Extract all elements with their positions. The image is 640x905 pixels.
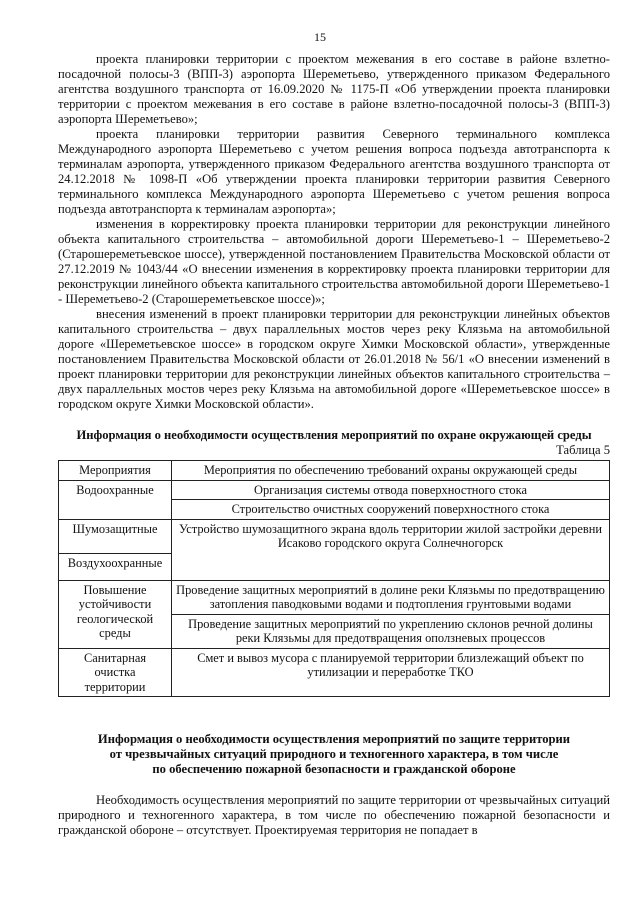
paragraph-list — [58, 52, 610, 412]
table-row-noise — [59, 519, 610, 553]
row-label-air: Воздухоохранные — [59, 553, 172, 580]
section2-title-line2: от чрезвычайных ситуаций природного и техногенного характера, в том числе — [109, 747, 559, 761]
row-label-water: Водоохранные — [59, 480, 172, 519]
paragraph-1: проекта планировки территории с проектом межевания в его составе в районе взлетно-посадочной полосы-3 (ВПП-3) аэропорта Шереметьево, утвержденного приказом Федерального агентства воздушного транспорта от 16.09.2020 № 1175-П «Об утверждении проекта планировки территории с проектом межевания в его составе в районе взлетно-посадочной полосы-3 (ВПП-3) аэропорта Шереметьево»; — [58, 52, 610, 126]
table-header-row — [59, 461, 610, 481]
page-number: 15 — [314, 30, 326, 44]
table5-number: Таблица 5 — [556, 443, 610, 457]
section2-text — [58, 793, 610, 838]
paragraph-4: внесения изменений в проект планировки территории для реконструкции линейных объектов капитального строительства – двух параллельных мостов через реку Клязьма на автомобильной дороге «Шереметьевское шоссе» в городском округе Химки Московской области», утвержденные постановлением Правительства Московской области от 26.01.2018 № 56/1 «О внесении изменений в проект планировки территории для реконструкции линейных объектов капитального строительства – двух параллельных мостов через реку Клязьма на автомобильной дороге «Шереметьевское шоссе» в городском округе Химки Московской области». — [58, 307, 610, 411]
table-row-water-1 — [59, 480, 610, 500]
row-label-geo: Повышение устойчивости геологической среды — [59, 580, 172, 648]
water-item-1: Организация системы отвода поверхностного стока — [172, 480, 610, 500]
section2-title-line3: по обеспечению пожарной безопасности и гражданской обороне — [152, 762, 516, 776]
geo-item-1: Проведение защитных мероприятий в долине реки Клязьмы по предотвращению затопления паводковыми водами и подтопления грунтовыми водами — [172, 580, 610, 614]
row-label-noise: Шумозащитные — [59, 519, 172, 553]
sanitary-item: Смет и вывоз мусора с планируемой территории близлежащий объект по утилизации и переработке ТКО — [172, 648, 610, 697]
section2-title-line1: Информация о необходимости осуществления мероприятий по защите территории — [97, 732, 571, 746]
water-item-2: Строительство очистных сооружений поверхностного стока — [172, 500, 610, 520]
paragraph-2: проекта планировки территории развития Северного терминального комплекса Международного аэропорта Шереметьево с учетом решения вопроса подъезда автотранспорта к терминалам аэропорта, утвержденного приказом Федерального агентства воздушного транспорта от 24.12.2018 № 1098-П «Об утверждении проекта планировки территории развития Северного терминального комплекса Международного аэропорта Шереметьево с учетом решения вопроса подъезда автотранспорта к терминалам аэропорта»; — [58, 127, 610, 216]
table5-caption — [58, 428, 610, 458]
header-measures: Мероприятия — [59, 461, 172, 481]
geo-item-2: Проведение защитных мероприятий по укреплению склонов речной долины реки Клязьмы для предотвращения оползневых процессов — [172, 614, 610, 648]
emergency-section — [58, 732, 610, 838]
table5-title: Информация о необходимости осуществления мероприятий по охране окружающей среды — [76, 428, 592, 442]
environment-measures-table — [58, 460, 610, 697]
table-row-geo-1 — [59, 580, 610, 614]
paragraph-3: изменения в корректировку проекта планировки территории для реконструкции линейного объекта капитального строительства – автомобильной дороги Шереметьево-1 – Шереметьево-2 (Старошереметьевское шоссе), утвержденной постановлением Правительства Московской области от 27.12.2019 № 1043/44 «О внесении изменения в корректировку проекта планировки территории для реконструкции линейного объекта капитального строительства автомобильной дороги Шереметьево-1 - Шереметьево-2 (Старошереметьевское шоссе)»; — [58, 217, 610, 306]
row-label-sanitary: Санитарная очистка территории — [59, 648, 172, 697]
header-requirements: Мероприятия по обеспечению требований охраны окружающей среды — [172, 461, 610, 481]
noise-air-item: Устройство шумозащитного экрана вдоль территории жилой застройки деревни Исаково городского округа Солнечногорск — [172, 519, 610, 580]
table-row-sanitary — [59, 648, 610, 697]
section2-paragraph: Необходимость осуществления мероприятий по защите территории от чрезвычайных ситуаций природного и техногенного характера, в том числе по обеспечению пожарной безопасности и гражданской обороне – отсутствует. Проектируемая территория не попадает в — [58, 793, 610, 837]
